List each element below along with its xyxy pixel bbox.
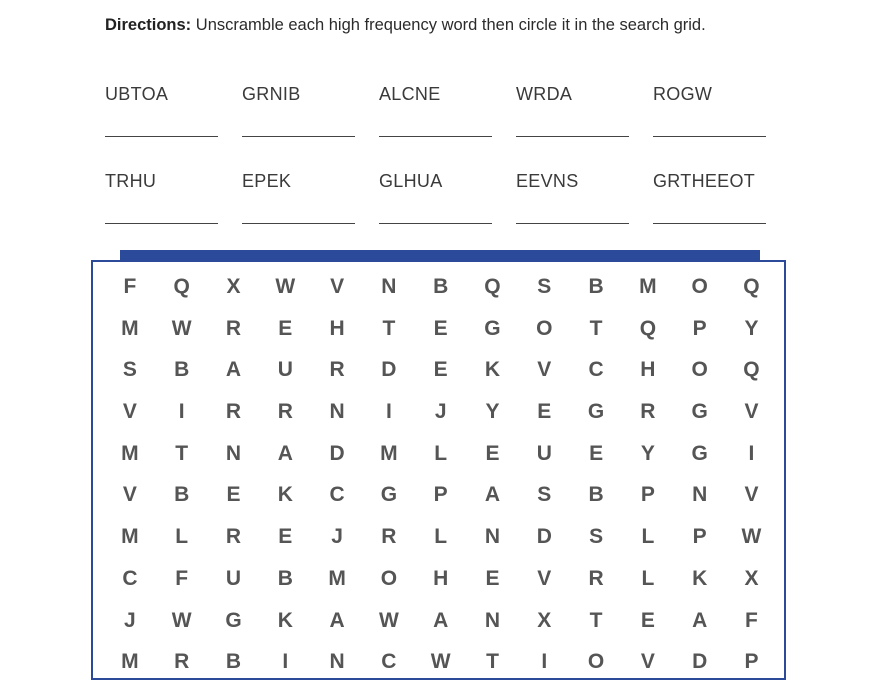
grid-letter[interactable]: A: [484, 483, 501, 507]
grid-letter[interactable]: B: [174, 483, 190, 507]
grid-letter[interactable]: O: [691, 275, 708, 298]
grid-letter[interactable]: P: [692, 525, 707, 549]
grid-letter[interactable]: A: [277, 441, 293, 465]
grid-letter[interactable]: E: [278, 525, 293, 549]
directions-body: Unscramble each high frequency word then circle it in the search grid.: [191, 16, 706, 34]
grid-letter[interactable]: T: [589, 608, 603, 632]
grid-letter[interactable]: G: [225, 608, 242, 632]
grid-letter[interactable]: N: [225, 441, 242, 465]
grid-letter[interactable]: S: [537, 483, 552, 507]
grid-letter[interactable]: V: [122, 400, 137, 424]
grid-letter[interactable]: W: [378, 608, 399, 632]
grid-letter[interactable]: L: [641, 566, 655, 590]
scrambled-word: TRHU: [105, 171, 157, 191]
answer-line[interactable]: [242, 136, 355, 137]
grid-letter[interactable]: I: [385, 400, 392, 424]
grid-letter[interactable]: Y: [485, 400, 500, 424]
grid-letter[interactable]: N: [484, 608, 501, 632]
grid-letter[interactable]: B: [174, 358, 190, 382]
grid-letter[interactable]: V: [640, 650, 655, 674]
grid-letter[interactable]: E: [537, 400, 552, 424]
grid-letter[interactable]: Y: [640, 441, 655, 465]
grid-letter[interactable]: A: [225, 358, 242, 382]
grid-letter[interactable]: E: [226, 483, 241, 507]
grid-letter[interactable]: A: [692, 608, 708, 632]
grid-letter[interactable]: R: [329, 358, 345, 382]
grid-letter[interactable]: M: [121, 525, 139, 549]
grid-letter[interactable]: D: [381, 358, 397, 382]
grid-letter[interactable]: B: [588, 275, 604, 298]
directions-label: Directions:: [105, 16, 192, 34]
scrambled-word-list: [105, 84, 795, 258]
grid-letter[interactable]: C: [122, 566, 138, 590]
grid-letter[interactable]: E: [433, 316, 448, 340]
grid-letter[interactable]: G: [691, 400, 708, 424]
grid-letter[interactable]: U: [225, 566, 242, 590]
answer-line[interactable]: [379, 136, 492, 137]
scramble-item: [379, 171, 516, 258]
grid-letter[interactable]: I: [178, 400, 185, 424]
scramble-item: [242, 171, 379, 258]
grid-letter[interactable]: B: [277, 566, 293, 590]
grid-letter[interactable]: K: [484, 358, 501, 382]
grid-letter[interactable]: D: [536, 525, 552, 549]
grid-letter[interactable]: Y: [744, 316, 759, 340]
grid-letter[interactable]: V: [122, 483, 137, 507]
grid-letter[interactable]: K: [277, 483, 293, 507]
grid-letter[interactable]: G: [691, 441, 708, 465]
grid-letter[interactable]: H: [329, 316, 345, 340]
grid-letter[interactable]: H: [640, 358, 656, 382]
grid-letter[interactable]: R: [277, 400, 293, 424]
grid-letter[interactable]: F: [745, 608, 758, 632]
grid-letter[interactable]: A: [433, 608, 449, 632]
grid-letter[interactable]: R: [174, 650, 190, 674]
grid-letter[interactable]: M: [328, 566, 346, 590]
grid-letter[interactable]: U: [277, 358, 293, 382]
scramble-item: [653, 84, 790, 171]
grid-letter[interactable]: B: [588, 483, 604, 507]
grid-letter[interactable]: R: [225, 525, 242, 549]
scramble-item: [379, 84, 516, 171]
grid-letter[interactable]: W: [171, 316, 192, 340]
answer-line[interactable]: [105, 136, 218, 137]
grid-letter[interactable]: I: [541, 650, 548, 674]
grid-letter[interactable]: R: [381, 525, 397, 549]
grid-letter[interactable]: M: [121, 441, 139, 465]
grid-letter[interactable]: Q: [743, 358, 760, 382]
directions-text: [105, 16, 706, 35]
grid-letter[interactable]: J: [331, 525, 343, 549]
grid-letter[interactable]: B: [433, 275, 449, 298]
grid-letter[interactable]: J: [124, 608, 136, 632]
grid-letter[interactable]: E: [589, 441, 604, 465]
grid-letter[interactable]: E: [485, 441, 500, 465]
grid-letter[interactable]: V: [537, 358, 552, 382]
grid-letter[interactable]: H: [433, 566, 449, 590]
grid-letter[interactable]: W: [275, 275, 296, 298]
grid-letter[interactable]: K: [277, 608, 293, 632]
grid-letter[interactable]: W: [171, 608, 192, 632]
grid-letter[interactable]: F: [175, 566, 189, 590]
grid-letter[interactable]: M: [380, 441, 398, 465]
scramble-item: [516, 84, 653, 171]
grid-letter[interactable]: V: [537, 566, 552, 590]
grid-letter[interactable]: M: [121, 316, 139, 340]
grid-letter[interactable]: K: [692, 566, 708, 590]
grid-letter[interactable]: G: [587, 400, 605, 424]
answer-line[interactable]: [653, 223, 766, 224]
grid-letter[interactable]: C: [588, 358, 604, 382]
scramble-item: [242, 84, 379, 171]
grid-letter[interactable]: N: [381, 275, 397, 298]
grid-letter[interactable]: Q: [743, 275, 760, 298]
grid-letter[interactable]: S: [122, 358, 137, 382]
grid-letter[interactable]: U: [536, 441, 552, 465]
grid-letter[interactable]: J: [434, 400, 447, 424]
scrambled-word: ALCNE: [379, 84, 441, 104]
scrambled-word: WRDA: [516, 84, 573, 104]
scrambled-word: GRNIB: [242, 84, 301, 104]
grid-letter[interactable]: Q: [484, 275, 501, 298]
scramble-item: [105, 84, 242, 171]
grid-letter[interactable]: E: [485, 566, 500, 590]
grid-letter[interactable]: M: [639, 275, 657, 298]
grid-letter[interactable]: S: [537, 275, 552, 298]
scrambled-word: EPEK: [242, 171, 292, 191]
scrambled-word: GRTHEEOT: [653, 171, 756, 191]
grid-letter[interactable]: X: [226, 275, 241, 298]
grid-letter[interactable]: W: [430, 650, 451, 674]
grid-letter[interactable]: P: [640, 483, 655, 507]
grid-letter[interactable]: E: [640, 608, 655, 632]
grid-letter[interactable]: X: [744, 566, 759, 590]
grid-letter[interactable]: N: [484, 525, 501, 549]
answer-line[interactable]: [242, 223, 355, 224]
grid-letter[interactable]: X: [537, 608, 552, 632]
answer-line[interactable]: [516, 136, 629, 137]
grid-letter[interactable]: V: [744, 400, 759, 424]
grid-letter[interactable]: G: [484, 316, 501, 340]
grid-letter[interactable]: A: [329, 608, 345, 632]
grid-letter[interactable]: D: [692, 650, 708, 674]
grid-letter[interactable]: C: [381, 650, 397, 674]
grid-letter[interactable]: R: [225, 316, 242, 340]
grid-letter[interactable]: V: [744, 483, 759, 507]
grid-letter[interactable]: P: [433, 483, 448, 507]
grid-letter[interactable]: L: [175, 525, 189, 549]
answer-line[interactable]: [105, 223, 218, 224]
grid-letter[interactable]: M: [121, 650, 139, 674]
grid-letter[interactable]: C: [329, 483, 345, 507]
scrambled-word: GLHUA: [379, 171, 443, 191]
answer-line[interactable]: [516, 223, 629, 224]
grid-letter[interactable]: T: [175, 441, 189, 465]
answer-line[interactable]: [379, 223, 492, 224]
grid-letter[interactable]: L: [434, 441, 448, 465]
grid-letter[interactable]: O: [380, 566, 398, 590]
grid-letter[interactable]: R: [640, 400, 656, 424]
grid-letter[interactable]: N: [329, 650, 345, 674]
scrambled-word: ROGW: [653, 84, 713, 104]
grid-letter[interactable]: T: [382, 316, 396, 340]
grid-letter[interactable]: N: [692, 483, 708, 507]
grid-letter[interactable]: F: [123, 275, 137, 298]
grid-letter[interactable]: P: [744, 650, 759, 674]
grid-letter[interactable]: O: [691, 358, 708, 382]
grid-letter[interactable]: P: [692, 316, 707, 340]
grid-letter[interactable]: E: [278, 316, 293, 340]
scrambled-word: EEVNS: [516, 171, 579, 191]
grid-letter[interactable]: E: [433, 358, 448, 382]
grid-letter[interactable]: V: [330, 275, 345, 298]
grid-letter[interactable]: S: [589, 525, 604, 549]
scramble-item: [516, 171, 653, 258]
grid-letter[interactable]: L: [434, 525, 448, 549]
grid-letter[interactable]: G: [380, 483, 398, 507]
grid-letter[interactable]: I: [748, 441, 755, 465]
scrambled-word: UBTOA: [105, 84, 169, 104]
grid-letter[interactable]: Q: [639, 316, 657, 340]
grid-letter[interactable]: Q: [173, 275, 190, 298]
scramble-item: [105, 171, 242, 258]
scramble-item: [653, 171, 790, 258]
word-search-grid: [104, 266, 777, 683]
grid-letter[interactable]: B: [225, 650, 242, 674]
grid-letter[interactable]: I: [282, 650, 289, 674]
grid-letter[interactable]: W: [741, 525, 762, 549]
grid-letter[interactable]: R: [588, 566, 604, 590]
answer-line[interactable]: [653, 136, 766, 137]
grid-letter[interactable]: D: [329, 441, 345, 465]
grid-letter[interactable]: O: [587, 650, 605, 674]
grid-letter[interactable]: N: [329, 400, 345, 424]
grid-letter[interactable]: L: [641, 525, 655, 549]
grid-letter[interactable]: R: [225, 400, 242, 424]
grid-letter[interactable]: T: [589, 316, 603, 340]
grid-letter[interactable]: O: [536, 316, 553, 340]
grid-letter[interactable]: T: [486, 650, 499, 674]
